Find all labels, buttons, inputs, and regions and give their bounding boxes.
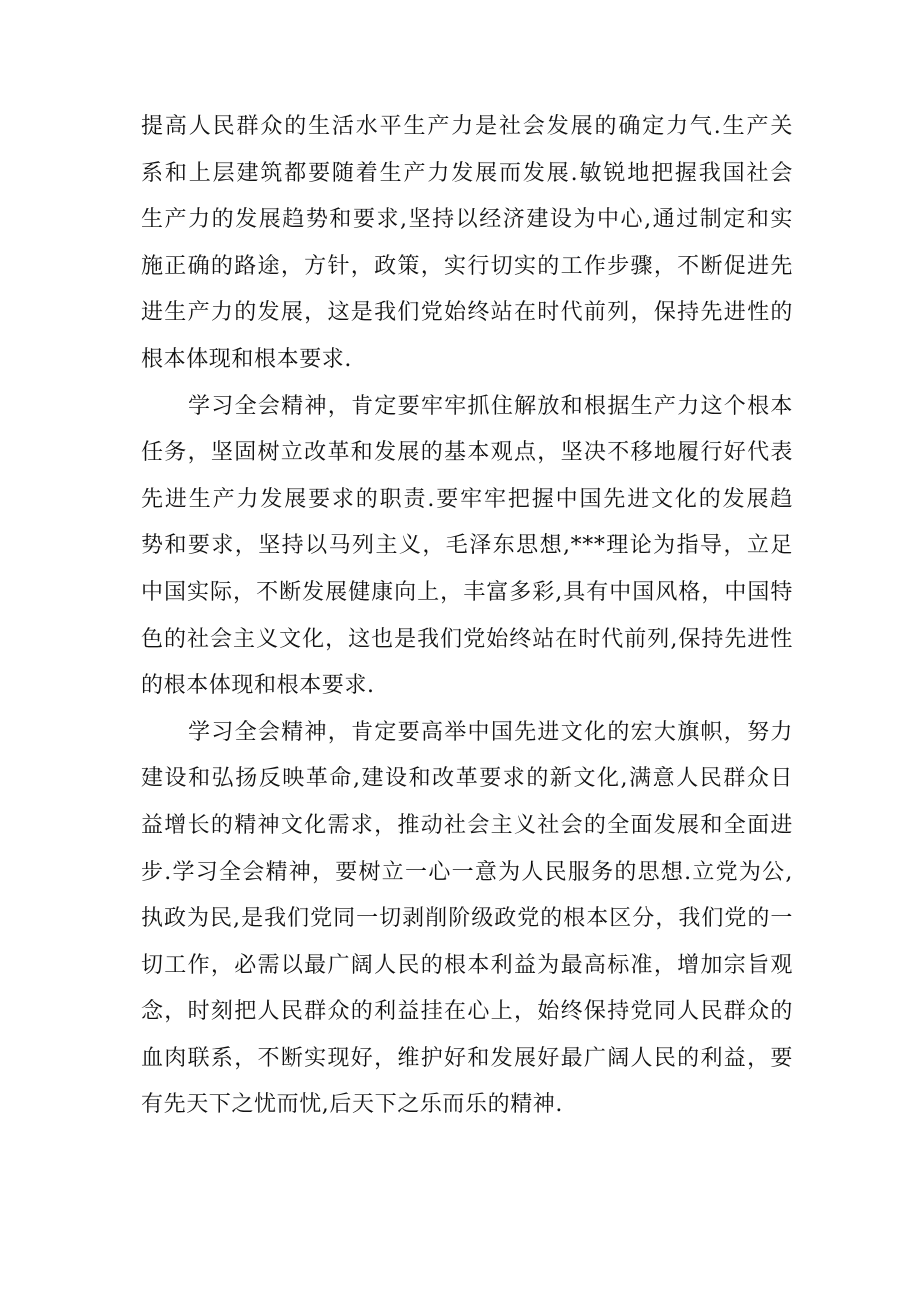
text-line: 切工作，必需以最广阔人民的根本利益为最高标准，增加宗旨观 [141,952,793,978]
text-line: 血肉联系，不断实现好，维护好和发展好最广阔人民的利益，要 [141,1045,793,1071]
text-line: 学习全会精神，肯定要高举中国先进文化的宏大旗帜，努力 [188,719,793,745]
text-line: 生产力的发展趋势和要求,坚持以经济建设为中心,通过制定和实 [141,207,793,233]
document-body [141,104,793,1129]
text-line: 系和上层建筑都要随着生产力发展而发展.敏锐地把握我国社会 [141,160,793,186]
text-line: 根本体现和根本要求. [141,346,352,372]
text-line: 进生产力的发展，这是我们党始终站在时代前列，保持先进性的 [141,300,793,326]
text-line: 执政为民,是我们党同一切剥削阶级政党的根本区分，我们党的一 [141,906,793,932]
text-line: 有先天下之忧而忧,后天下之乐而乐的精神. [141,1092,563,1118]
text-line: 色的社会主义文化，这也是我们党始终站在时代前列,保持先进性 [141,626,793,652]
text-line: 中国实际，不断发展健康向上，丰富多彩,具有中国风格，中国特 [141,579,793,605]
text-line: 益增长的精神文化需求，推动社会主义社会的全面发展和全面进 [141,812,793,838]
text-line: 念，时刻把人民群众的利益挂在心上，始终保持党同人民群众的 [141,999,793,1025]
paragraph-1 [141,104,793,384]
text-line: 势和要求，坚持以马列主义，毛泽东思想,***理论为指导，立足 [141,533,793,559]
paragraph-2 [141,384,793,710]
text-line: 的根本体现和根本要求. [141,673,375,699]
text-line: 建设和弘扬反映革命,建设和改革要求的新文化,满意人民群众日 [141,766,793,792]
paragraph-3 [141,710,793,1129]
text-line: 施正确的路途，方针，政策，实行切实的工作步骤，不断促进先 [141,253,793,279]
text-line: 提高人民群众的生活水平生产力是社会发展的确定力气.生产关 [141,114,793,139]
text-line: 学习全会精神，肯定要牢牢抓住解放和根据生产力这个根本 [188,393,793,419]
text-line: 任务，坚固树立改革和发展的基本观点，坚决不移地履行好代表 [141,440,793,466]
text-line: 步.学习全会精神，要树立一心一意为人民服务的思想.立党为公, [141,859,793,885]
text-line: 先进生产力发展要求的职责.要牢牢把握中国先进文化的发展趋 [141,486,793,512]
